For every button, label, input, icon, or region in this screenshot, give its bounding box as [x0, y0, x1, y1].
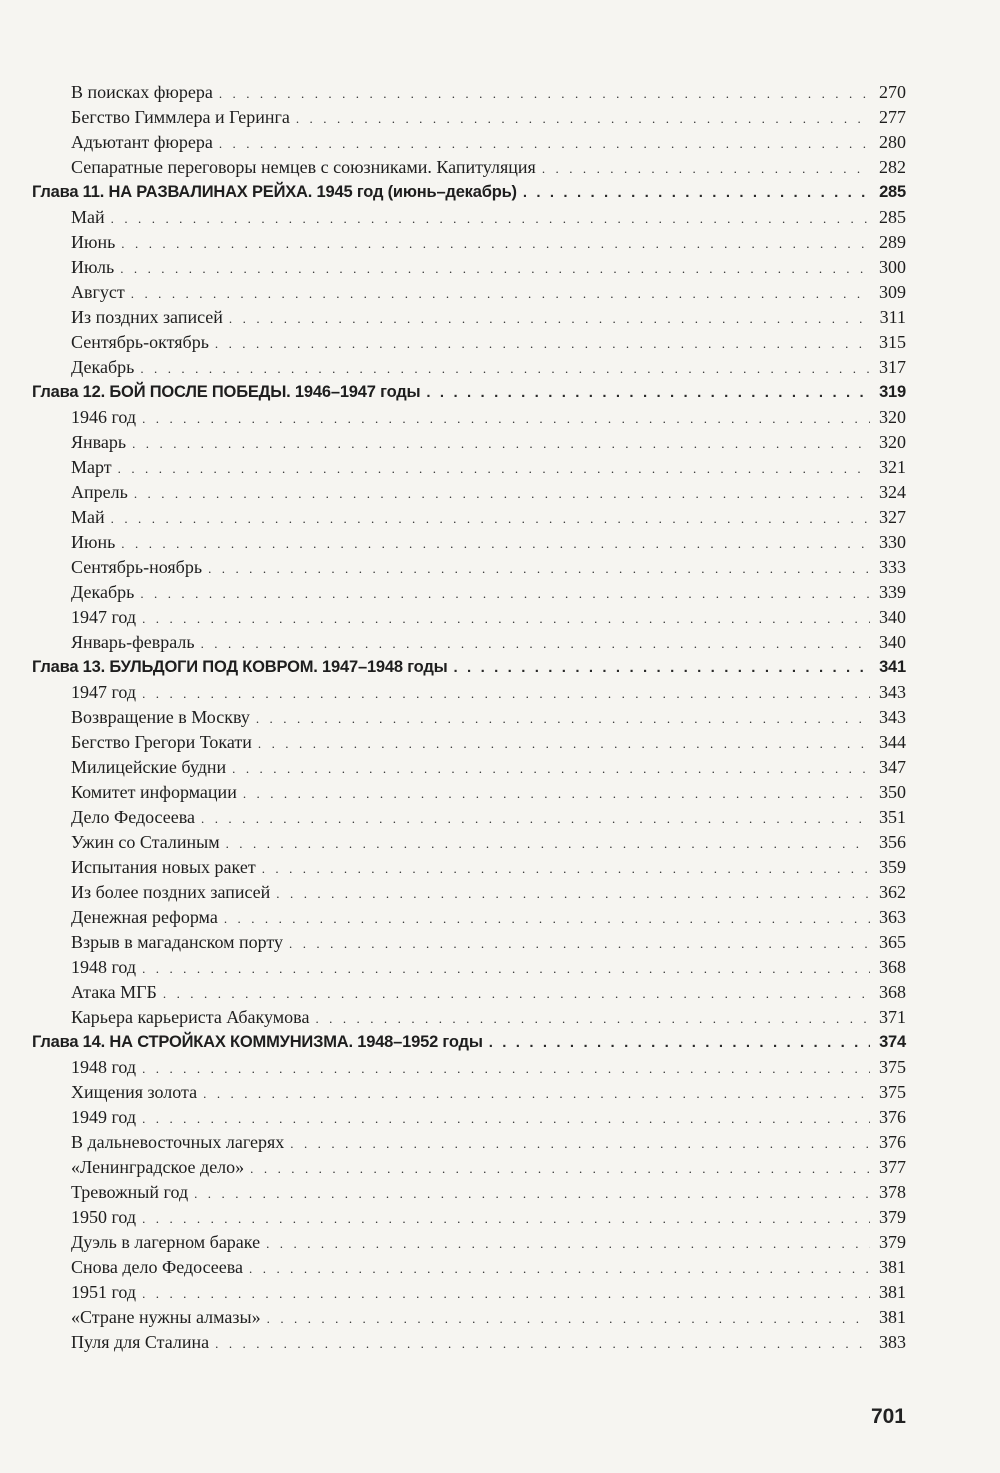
toc-section-entry — [32, 480, 906, 505]
toc-entry-page: 351 — [879, 807, 906, 827]
toc-entry-title: Возвращение в Москву — [71, 707, 250, 727]
toc-leader-dots — [203, 1081, 870, 1106]
toc-entry-title: Глава 12. БОЙ ПОСЛЕ ПОБЕДЫ. 1946–1947 годы — [32, 383, 421, 401]
toc-entry-title: Дело Федосеева — [71, 807, 195, 827]
toc-entry-page: 324 — [879, 482, 906, 502]
toc-entry-title: Декабрь — [71, 357, 135, 377]
toc-entry-page: 344 — [879, 732, 906, 752]
toc-section-entry — [32, 255, 906, 280]
toc-entry-page: 363 — [879, 907, 906, 927]
toc-leader-dots — [201, 631, 870, 656]
toc-entry-title: 1951 год — [71, 1282, 137, 1302]
toc-leader-dots — [224, 906, 870, 931]
toc-entry-title: В поисках фюрера — [71, 82, 213, 102]
toc-leader-dots — [523, 180, 870, 205]
toc-leader-dots — [290, 1131, 870, 1156]
toc-leader-dots — [250, 1156, 870, 1181]
toc-entry-page: 317 — [879, 357, 906, 377]
toc-entry-title: Декабрь — [71, 582, 135, 602]
toc-section-entry — [32, 1230, 906, 1255]
toc-entry-title: Из более поздних записей — [71, 882, 271, 902]
toc-entry-page: 381 — [879, 1307, 906, 1327]
toc-leader-dots — [142, 1056, 870, 1081]
toc-entry-title: Милицейские будни — [71, 757, 227, 777]
toc-leader-dots — [215, 1331, 870, 1356]
toc-leader-dots — [262, 856, 870, 881]
toc-leader-dots — [454, 655, 870, 680]
toc-leader-dots — [111, 206, 870, 231]
toc-entry-page: 378 — [879, 1182, 906, 1202]
toc-entry-title: Глава 13. БУЛЬДОГИ ПОД КОВРОМ. 1947–1948 годы — [32, 658, 448, 676]
toc-leader-dots — [140, 581, 870, 606]
toc-section-entry — [32, 155, 906, 180]
toc-entry-title: Июнь — [71, 532, 116, 552]
toc-entry-page: 289 — [879, 232, 906, 252]
toc-entry-title: Июль — [71, 257, 115, 277]
toc-leader-dots — [140, 356, 870, 381]
toc-entry-title: Снова дело Федосеева — [71, 1257, 244, 1277]
toc-section-entry — [32, 830, 906, 855]
toc-entry-page: 371 — [879, 1007, 906, 1027]
toc-entry-page: 379 — [879, 1232, 906, 1252]
toc-section-entry — [32, 630, 906, 655]
toc-entry-title: Карьера карьериста Абакумова — [71, 1007, 310, 1027]
toc-section-entry — [32, 330, 906, 355]
toc-section-entry — [32, 1255, 906, 1280]
toc-leader-dots — [426, 380, 870, 405]
toc-leader-dots — [542, 156, 870, 181]
toc-section-entry — [32, 405, 906, 430]
toc-section-entry — [32, 1055, 906, 1080]
toc-entry-title: Из поздних записей — [71, 307, 223, 327]
toc-entry-page: 282 — [879, 157, 906, 177]
toc-entry-page: 362 — [879, 882, 906, 902]
toc-entry-page: 277 — [879, 107, 906, 127]
toc-section-entry — [32, 955, 906, 980]
toc-entry-title: Бегство Грегори Токати — [71, 732, 252, 752]
toc-leader-dots — [243, 781, 870, 806]
toc-entry-page: 340 — [879, 632, 906, 652]
toc-leader-dots — [215, 331, 870, 356]
toc-entry-title: Январь — [71, 432, 127, 452]
toc-leader-dots — [142, 681, 870, 706]
toc-entry-page: 343 — [879, 682, 906, 702]
toc-entry-page: 343 — [879, 707, 906, 727]
toc-entry-title: Март — [71, 457, 112, 477]
toc-entry-title: «Стране нужны алмазы» — [71, 1307, 261, 1327]
toc-entry-title: Дуэль в лагерном бараке — [71, 1232, 261, 1252]
toc-entry-title: Хищения золота — [71, 1082, 198, 1102]
toc-leader-dots — [296, 106, 870, 131]
toc-section-entry — [32, 605, 906, 630]
toc-entry-title: Апрель — [71, 482, 128, 502]
toc-entry-page: 339 — [879, 582, 906, 602]
toc-entry-page: 280 — [879, 132, 906, 152]
toc-section-entry — [32, 105, 906, 130]
toc-section-entry — [32, 455, 906, 480]
toc-entry-title: «Ленинградское дело» — [71, 1157, 245, 1177]
toc-section-entry — [32, 1080, 906, 1105]
toc-leader-dots — [134, 481, 870, 506]
toc-leader-dots — [489, 1030, 870, 1055]
toc-leader-dots — [131, 281, 870, 306]
toc-entry-page: 333 — [879, 557, 906, 577]
toc-leader-dots — [267, 1306, 870, 1331]
toc-leader-dots — [219, 131, 870, 156]
toc-entry-page: 309 — [879, 282, 906, 302]
toc-leader-dots — [142, 406, 870, 431]
toc-entry-title: Взрыв в магаданском порту — [71, 932, 284, 952]
toc-leader-dots — [163, 981, 870, 1006]
toc-entry-page: 375 — [879, 1082, 906, 1102]
toc-entry-title: Пуля для Сталина — [71, 1332, 210, 1352]
toc-entry-title: Испытания новых ракет — [71, 857, 256, 877]
toc-leader-dots — [121, 231, 870, 256]
toc-section-entry — [32, 1280, 906, 1305]
toc-entry-page: 300 — [879, 257, 906, 277]
toc-entry-page: 320 — [879, 407, 906, 427]
table-of-contents — [32, 80, 906, 1355]
toc-section-entry — [32, 1205, 906, 1230]
toc-leader-dots — [229, 306, 870, 331]
toc-entry-title: 1949 год — [71, 1107, 137, 1127]
toc-section-entry — [32, 755, 906, 780]
toc-section-entry — [32, 680, 906, 705]
toc-entry-title: 1947 год — [71, 682, 137, 702]
toc-entry-page: 381 — [879, 1282, 906, 1302]
toc-leader-dots — [208, 556, 870, 581]
toc-entry-page: 356 — [879, 832, 906, 852]
toc-section-entry — [32, 930, 906, 955]
toc-entry-page: 315 — [879, 332, 906, 352]
toc-leader-dots — [118, 456, 870, 481]
toc-entry-page: 311 — [879, 307, 906, 327]
toc-entry-title: Май — [71, 207, 105, 227]
toc-leader-dots — [315, 1006, 870, 1031]
toc-section-entry — [32, 230, 906, 255]
toc-entry-title: Сепаратные переговоры немцев с союзниками. Капитуляция — [71, 157, 536, 177]
toc-entry-page: 375 — [879, 1057, 906, 1077]
toc-section-entry — [32, 905, 906, 930]
toc-entry-title: 1947 год — [71, 607, 137, 627]
toc-section-entry — [32, 980, 906, 1005]
toc-leader-dots — [142, 1281, 870, 1306]
toc-leader-dots — [258, 731, 870, 756]
toc-entry-title: 1950 год — [71, 1207, 137, 1227]
toc-leader-dots — [120, 256, 870, 281]
toc-section-entry — [32, 205, 906, 230]
toc-section-entry — [32, 1180, 906, 1205]
toc-entry-page: 327 — [879, 507, 906, 527]
toc-entry-page: 359 — [879, 857, 906, 877]
toc-entry-title: Глава 11. НА РАЗВАЛИНАХ РЕЙХА. 1945 год (июнь–декабрь) — [32, 183, 517, 201]
toc-entry-title: Август — [71, 282, 125, 302]
toc-leader-dots — [142, 956, 870, 981]
toc-entry-title: Июнь — [71, 232, 116, 252]
toc-section-entry — [32, 130, 906, 155]
toc-entry-page: 381 — [879, 1257, 906, 1277]
toc-section-entry — [32, 505, 906, 530]
toc-entry-page: 365 — [879, 932, 906, 952]
toc-leader-dots — [142, 606, 870, 631]
toc-leader-dots — [201, 806, 870, 831]
toc-entry-title: 1948 год — [71, 1057, 137, 1077]
toc-chapter-entry — [32, 380, 906, 405]
toc-leader-dots — [249, 1256, 870, 1281]
toc-entry-page: 368 — [879, 982, 906, 1002]
toc-entry-title: Атака МГБ — [71, 982, 157, 1002]
toc-entry-page: 350 — [879, 782, 906, 802]
toc-entry-title: Бегство Гиммлера и Геринга — [71, 107, 290, 127]
toc-entry-page: 383 — [879, 1332, 906, 1352]
toc-entry-page: 374 — [879, 1033, 906, 1051]
toc-section-entry — [32, 855, 906, 880]
toc-section-entry — [32, 1005, 906, 1030]
toc-leader-dots — [289, 931, 870, 956]
toc-leader-dots — [142, 1106, 870, 1131]
toc-entry-title: В дальневосточных лагерях — [71, 1132, 285, 1152]
toc-section-entry — [32, 1305, 906, 1330]
toc-entry-title: Денежная реформа — [71, 907, 218, 927]
toc-leader-dots — [219, 81, 870, 106]
toc-leader-dots — [194, 1181, 870, 1206]
toc-section-entry — [32, 305, 906, 330]
toc-entry-title: Сентябрь-ноябрь — [71, 557, 203, 577]
toc-entry-page: 320 — [879, 432, 906, 452]
toc-entry-page: 379 — [879, 1207, 906, 1227]
toc-section-entry — [32, 280, 906, 305]
page-number: 701 — [870, 1405, 906, 1428]
toc-entry-title: Адъютант фюрера — [71, 132, 213, 152]
toc-entry-page: 376 — [879, 1107, 906, 1127]
toc-entry-title: Сентябрь-октябрь — [71, 332, 209, 352]
toc-section-entry — [32, 1105, 906, 1130]
toc-section-entry — [32, 880, 906, 905]
toc-section-entry — [32, 780, 906, 805]
toc-entry-page: 376 — [879, 1132, 906, 1152]
toc-section-entry — [32, 555, 906, 580]
toc-leader-dots — [256, 706, 870, 731]
toc-entry-page: 321 — [879, 457, 906, 477]
toc-entry-page: 270 — [879, 82, 906, 102]
toc-entry-page: 340 — [879, 607, 906, 627]
toc-leader-dots — [111, 506, 870, 531]
toc-leader-dots — [232, 756, 870, 781]
toc-chapter-entry — [32, 1030, 906, 1055]
toc-entry-title: Май — [71, 507, 105, 527]
toc-section-entry — [32, 580, 906, 605]
toc-section-entry — [32, 430, 906, 455]
toc-entry-title: Глава 14. НА СТРОЙКАХ КОММУНИЗМА. 1948–1952 годы — [32, 1033, 483, 1051]
toc-section-entry — [32, 530, 906, 555]
toc-entry-title: Январь-февраль — [71, 632, 195, 652]
toc-entry-page: 319 — [879, 383, 906, 401]
toc-entry-page: 285 — [879, 207, 906, 227]
toc-leader-dots — [142, 1206, 870, 1231]
toc-entry-page: 285 — [879, 183, 906, 201]
toc-entry-page: 341 — [879, 658, 906, 676]
toc-entry-page: 368 — [879, 957, 906, 977]
toc-chapter-entry — [32, 655, 906, 680]
toc-section-entry — [32, 1330, 906, 1355]
toc-entry-page: 377 — [879, 1157, 906, 1177]
toc-section-entry — [32, 1155, 906, 1180]
toc-section-entry — [32, 705, 906, 730]
toc-leader-dots — [276, 881, 870, 906]
toc-entry-title: Ужин со Сталиным — [71, 832, 220, 852]
toc-leader-dots — [132, 431, 870, 456]
toc-leader-dots — [121, 531, 870, 556]
toc-leader-dots — [266, 1231, 870, 1256]
toc-entry-title: Комитет информации — [71, 782, 237, 802]
toc-entry-title: 1948 год — [71, 957, 137, 977]
toc-entry-page: 330 — [879, 532, 906, 552]
toc-entry-page: 347 — [879, 757, 906, 777]
toc-entry-title: Тревожный год — [71, 1182, 189, 1202]
toc-section-entry — [32, 805, 906, 830]
toc-section-entry — [32, 1130, 906, 1155]
toc-section-entry — [32, 355, 906, 380]
toc-leader-dots — [226, 831, 870, 856]
toc-section-entry — [32, 80, 906, 105]
toc-chapter-entry — [32, 180, 906, 205]
toc-entry-title: 1946 год — [71, 407, 137, 427]
toc-section-entry — [32, 730, 906, 755]
